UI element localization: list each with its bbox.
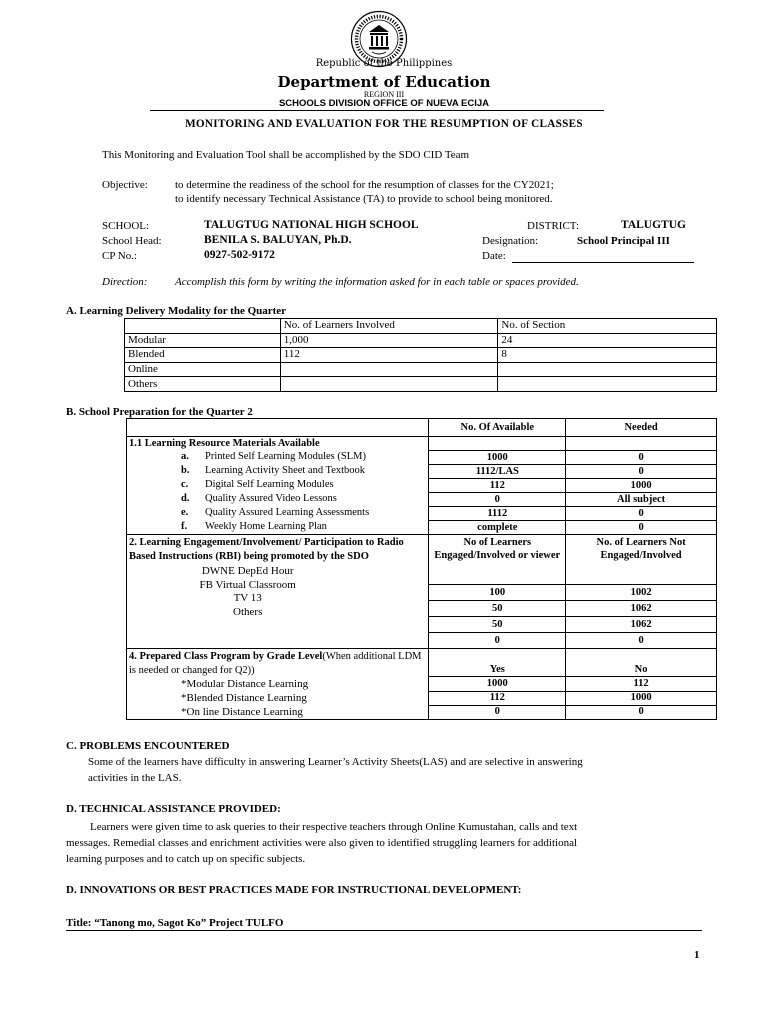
learners-cell: [280, 362, 498, 377]
needed-cell: All subject: [566, 493, 717, 507]
table-row: [125, 333, 717, 348]
table-header: [125, 319, 281, 334]
sections-cell: [498, 362, 717, 377]
cp-label: CP No.:: [102, 250, 138, 262]
modality-name: Online: [125, 362, 281, 377]
innovation-title: Title: “Tanong mo, Sagot Ko” Project TULFO: [66, 917, 284, 929]
rbi-cell: [127, 535, 429, 649]
section-c-heading: C. PROBLEMS ENCOUNTERED: [66, 740, 230, 752]
lrm-heading: 1.1 Learning Resource Materials Available: [129, 438, 320, 449]
sections-cell: [498, 377, 717, 392]
engaged-cell: 100: [429, 585, 566, 601]
region-text: REGION III: [363, 90, 405, 99]
list-item: e. Quality Assured Learning Assessments: [181, 507, 370, 518]
table-row: [125, 362, 717, 377]
program-cell: [127, 649, 429, 720]
available-cell: 1112/LAS: [429, 465, 566, 479]
available-cell: complete: [429, 521, 566, 535]
learners-cell: [280, 377, 498, 392]
program-heading: 4. Prepared Class Program by Grade Level(When additional LDM is needed or changed for Q2)): [129, 651, 422, 676]
table-header: No. of Learners Involved: [280, 319, 498, 334]
sections-cell: 24: [498, 333, 717, 348]
direction-label: Direction:: [102, 276, 148, 288]
cp-value: 0927-502-9172: [204, 249, 275, 261]
modality-name: Modular: [125, 333, 281, 348]
section-b-title: B. School Preparation for the Quarter: [66, 406, 248, 418]
available-cell: 1000: [429, 451, 566, 465]
list-item: a. Printed Self Learning Modules (SLM): [181, 451, 366, 462]
district-value: TALUGTUG: [621, 219, 686, 231]
ta-line-1: Learners were given time to ask queries to their respective teachers through Online Kumustahan, calls and text: [90, 821, 578, 833]
list-item: b. Learning Activity Sheet and Textbook: [181, 465, 366, 476]
quarter-number: 2: [247, 406, 253, 418]
problems-line-2: activities in the LAS.: [88, 772, 182, 784]
section-b-heading: [66, 406, 253, 418]
list-item: *Blended Distance Learning: [181, 692, 307, 704]
date-label: Date:: [482, 250, 506, 262]
modality-name: Others: [125, 377, 281, 392]
list-item: TV 13: [233, 592, 262, 604]
table-row: [125, 348, 717, 363]
objective-label: Objective:: [102, 179, 148, 191]
modality-table: [124, 318, 717, 392]
engaged-cell: 50: [429, 601, 566, 617]
available-header: No. Of Available: [429, 419, 566, 437]
designation-label: Designation:: [482, 235, 539, 247]
ta-line-2: messages. Remedial classes and enrichment activities were also given to identified struggling learners for additional: [66, 837, 578, 849]
title-underline: [66, 930, 702, 931]
not-engaged-cell: 1062: [566, 601, 717, 617]
available-cell: 0: [429, 493, 566, 507]
yes-cell: 112: [429, 691, 566, 705]
yes-cell: 1000: [429, 677, 566, 691]
list-item: FB Virtual Classroom: [199, 578, 296, 591]
learners-cell: 1,000: [280, 333, 498, 348]
direction-text: Accomplish this form by writing the information asked for in each table or spaces provided.: [175, 276, 579, 288]
not-engaged-cell: 1062: [566, 617, 717, 633]
table-header: No. of Section: [498, 319, 717, 334]
list-item: *Modular Distance Learning: [181, 678, 309, 690]
ta-line-3: learning purposes and to catch up on specific subjects.: [66, 853, 306, 865]
sections-cell: 8: [498, 348, 717, 363]
list-item: DWNE DepEd Hour: [201, 565, 294, 577]
no-header: No: [566, 649, 717, 677]
section-a-heading: A. Learning Delivery Modality for the Quarter: [66, 305, 287, 317]
designation-value: School Principal III: [577, 235, 670, 247]
school-head-value: BENILA S. BALUYAN, Ph.D.: [204, 234, 352, 246]
yes-header: Yes: [429, 649, 566, 677]
republic-text: Republic of the Philippines: [315, 58, 453, 69]
modality-name: Blended: [125, 348, 281, 363]
engaged-header: No of Learners Engaged/Involved or viewer: [429, 535, 566, 585]
header-divider: [150, 110, 604, 111]
page-title: MONITORING AND EVALUATION FOR THE RESUMPTION OF CLASSES: [185, 118, 583, 130]
school-label: SCHOOL:: [102, 220, 150, 232]
engaged-cell: 50: [429, 617, 566, 633]
engaged-cell: 0: [429, 633, 566, 649]
not-engaged-header: No. of Learners Not Engaged/Involved: [566, 535, 717, 585]
lrm-cell: [127, 437, 429, 535]
problems-line-1: Some of the learners have difficulty in answering Learner’s Activity Sheets(LAS) and are selective in answering: [88, 756, 583, 768]
table-header-row: [125, 319, 717, 334]
no-cell: 112: [566, 677, 717, 691]
school-value: TALUGTUG NATIONAL HIGH SCHOOL: [204, 219, 419, 231]
rbi-heading: 2. Learning Engagement/Involvement/ Participation to Radio Based Instructions (RBI) being promoted by the SDO: [129, 537, 404, 562]
division-office: SCHOOLS DIVISION OFFICE OF NUEVA ECIJA: [278, 98, 490, 109]
department-name: Department of Education: [277, 73, 491, 91]
not-engaged-cell: 1002: [566, 585, 717, 601]
list-item: f. Weekly Home Learning Plan: [181, 521, 327, 532]
needed-cell: 0: [566, 451, 717, 465]
needed-cell: 0: [566, 521, 717, 535]
needed-cell: 0: [566, 507, 717, 521]
table-row: [125, 377, 717, 392]
no-cell: 0: [566, 705, 717, 719]
needed-cell: 0: [566, 465, 717, 479]
list-item: Others: [233, 605, 263, 618]
not-engaged-cell: 0: [566, 633, 717, 649]
no-cell: 1000: [566, 691, 717, 705]
page-number: 1: [694, 949, 700, 961]
district-label: DISTRICT:: [527, 220, 580, 232]
section-d-heading: D. TECHNICAL ASSISTANCE PROVIDED:: [66, 803, 281, 815]
needed-cell: 1000: [566, 479, 717, 493]
school-head-label: School Head:: [102, 235, 162, 247]
list-item: c. Digital Self Learning Modules: [181, 479, 334, 490]
needed-header: Needed: [566, 419, 717, 437]
learners-cell: 112: [280, 348, 498, 363]
section-innovations-heading: D. INNOVATIONS OR BEST PRACTICES MADE FOR INSTRUCTIONAL DEVELOPMENT:: [66, 884, 522, 896]
intro-text: This Monitoring and Evaluation Tool shall be accomplished by the SDO CID Team: [102, 149, 470, 161]
list-item: *On line Distance Learning: [181, 706, 303, 718]
table-header-row: [127, 419, 717, 437]
preparation-table: [126, 418, 717, 720]
objective-line-1: to determine the readiness of the school for the resumption of classes for the CY2021;: [175, 179, 554, 191]
date-field[interactable]: [512, 262, 694, 263]
available-cell: 1112: [429, 507, 566, 521]
objective-line-2: to identify necessary Technical Assistance (TA) to provide to school being monitored.: [175, 193, 553, 205]
list-item: d. Quality Assured Video Lessons: [181, 493, 337, 504]
available-cell: 112: [429, 479, 566, 493]
yes-cell: 0: [429, 705, 566, 719]
